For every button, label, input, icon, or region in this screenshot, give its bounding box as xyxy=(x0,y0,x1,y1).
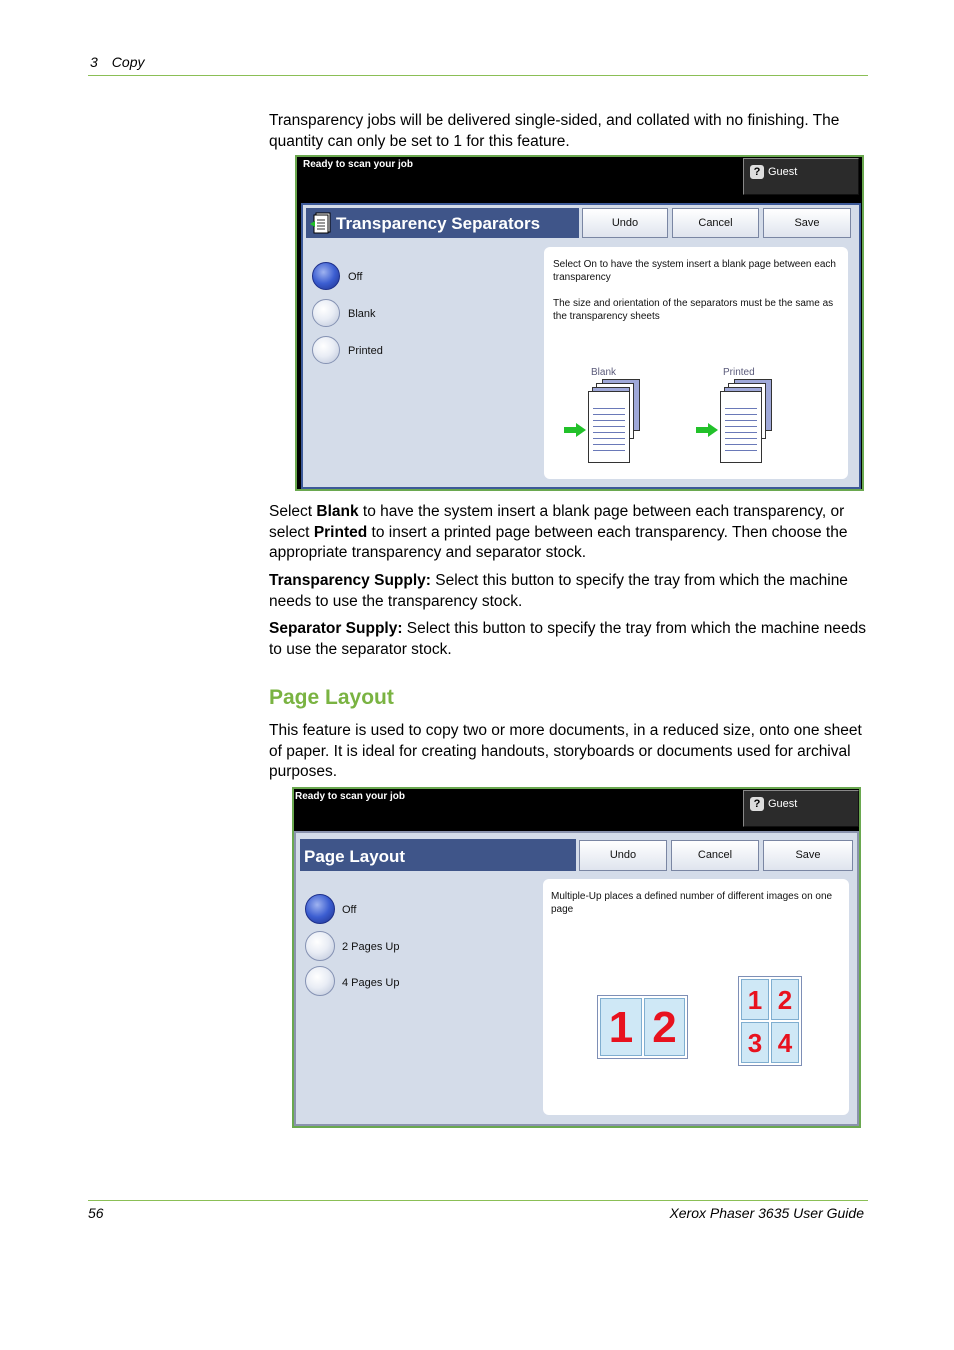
caption-printed: Printed xyxy=(723,367,755,378)
four-up-icon xyxy=(738,976,802,1066)
info-panel xyxy=(543,879,849,1115)
chapter-title: Copy xyxy=(111,54,145,70)
option-2-up-label: 2 Pages Up xyxy=(342,941,400,953)
feature-title-bar xyxy=(300,839,576,871)
four-up-cell-3: 3 xyxy=(741,1022,769,1063)
help-icon: ? xyxy=(750,797,764,811)
option-4-up-label: 4 Pages Up xyxy=(342,977,400,989)
transparency-separators-screen xyxy=(295,155,864,491)
option-off-radio[interactable] xyxy=(305,894,335,924)
save-button[interactable]: Save xyxy=(763,840,853,871)
intro-paragraph: Transparency jobs will be delivered single-sided, and collated with no finishing. The quantity can only be set to 1 for this feature. xyxy=(269,112,840,150)
chapter-number: 3 xyxy=(90,54,98,70)
two-up-icon xyxy=(597,995,688,1059)
printed-separator-illustration xyxy=(710,379,780,465)
guest-label: Guest xyxy=(768,798,798,810)
transparency-icon xyxy=(310,212,332,234)
cancel-button[interactable]: Cancel xyxy=(672,208,759,238)
two-up-cell-2: 2 xyxy=(644,998,685,1056)
undo-button[interactable]: Undo xyxy=(582,208,668,238)
guide-title: Xerox Phaser 3635 User Guide xyxy=(669,1205,864,1221)
option-off-label: Off xyxy=(342,904,357,916)
arrow-right-icon xyxy=(696,423,718,437)
option-printed-radio[interactable] xyxy=(312,336,340,364)
option-off-label: Off xyxy=(348,271,363,283)
info-text: Multiple-Up places a defined number of different images on one page xyxy=(551,891,833,915)
feature-panel xyxy=(301,203,861,489)
guest-button[interactable] xyxy=(743,158,859,195)
arrow-right-icon xyxy=(564,423,586,437)
two-up-cell-1: 1 xyxy=(600,998,642,1056)
section-heading: Page Layout xyxy=(269,686,394,709)
info-text-2: The size and orientation of the separators must be the same as the transparency sheets xyxy=(553,298,834,322)
page-layout-screen xyxy=(292,787,861,1128)
page-layout-paragraph: This feature is used to copy two or more documents, in a reduced size, onto one sheet of paper. It is ideal for creating handouts, storyboards or documents used for archival purposes. xyxy=(269,722,862,780)
blank-separator-illustration xyxy=(578,379,648,465)
feature-title: Transparency Separators xyxy=(336,214,541,233)
option-2-up-radio[interactable] xyxy=(305,931,335,961)
page-number: 56 xyxy=(88,1205,104,1221)
save-button[interactable]: Save xyxy=(763,208,851,238)
option-printed-label: Printed xyxy=(348,345,383,357)
transparency-supply-paragraph: Transparency Supply: Select this button to specify the tray from which the machine needs to use the transparency stock. xyxy=(269,572,848,610)
cancel-button[interactable]: Cancel xyxy=(671,840,759,871)
caption-blank: Blank xyxy=(591,367,617,378)
option-blank-radio[interactable] xyxy=(312,299,340,327)
four-up-cell-2: 2 xyxy=(771,979,799,1020)
separator-supply-paragraph: Separator Supply: Select this button to specify the tray from which the machine needs to use the separator stock. xyxy=(269,620,867,658)
guest-label: Guest xyxy=(768,166,798,178)
feature-panel xyxy=(294,831,859,1126)
four-up-cell-1: 1 xyxy=(741,979,769,1020)
blank-printed-paragraph: Select Blank to have the system insert a blank page between each transparency, or select Printed to insert a printed page between each transparency. Then choose the appropriate transparency and separator stock. xyxy=(269,503,848,561)
option-blank-label: Blank xyxy=(348,308,376,320)
feature-title-bar xyxy=(306,208,579,238)
page-header xyxy=(88,54,868,76)
four-up-cell-4: 4 xyxy=(771,1022,799,1063)
feature-title: Page Layout xyxy=(304,847,406,866)
info-text-1: Select On to have the system insert a blank page between each transparency xyxy=(553,259,836,283)
page-footer xyxy=(88,1200,868,1225)
guest-button[interactable] xyxy=(743,790,859,827)
info-panel xyxy=(544,247,848,479)
option-4-up-radio[interactable] xyxy=(305,966,335,996)
status-text: Ready to scan your job xyxy=(295,791,406,802)
status-text: Ready to scan your job xyxy=(303,159,414,170)
undo-button[interactable]: Undo xyxy=(579,840,667,871)
help-icon: ? xyxy=(750,165,764,179)
option-off-radio[interactable] xyxy=(312,262,340,290)
